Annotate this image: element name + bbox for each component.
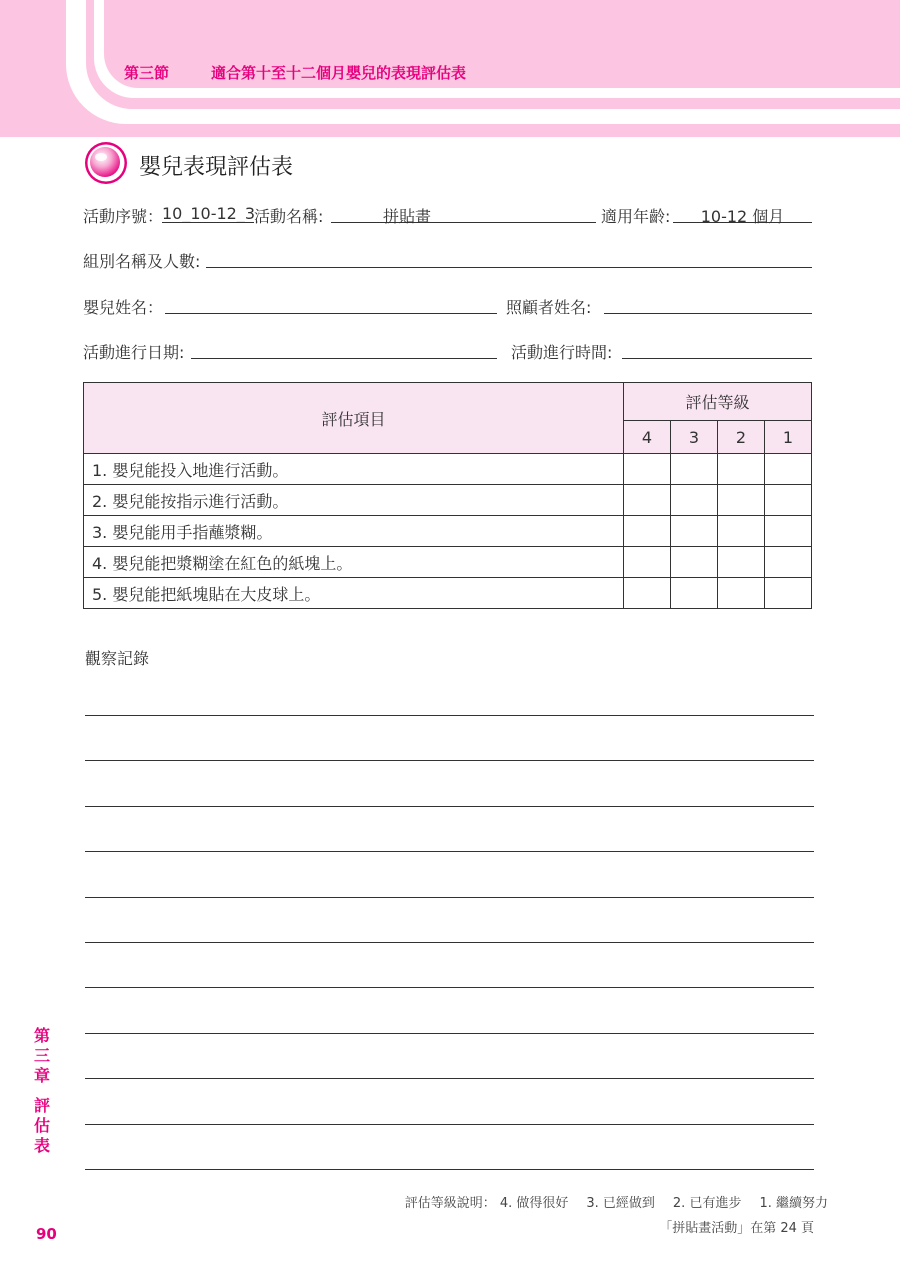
carer-name-label: 照顧者姓名: <box>506 298 592 317</box>
grade-cell[interactable] <box>624 454 671 485</box>
topic-label <box>33 1096 51 1156</box>
date-label: 活動進行日期: <box>83 343 185 362</box>
page-number: 90 <box>36 1225 57 1243</box>
grade-4-header: 4 <box>624 421 671 454</box>
table-row <box>84 578 812 609</box>
legend-item: 1. 繼續努力 <box>759 1196 828 1211</box>
activity-name-field[interactable] <box>331 204 596 226</box>
item-cell: 1. 嬰兒能投入地進行活動。 <box>84 454 624 485</box>
observation-line[interactable] <box>85 1078 814 1079</box>
table-row <box>84 547 812 578</box>
grade-cell[interactable] <box>718 454 765 485</box>
form-title: 嬰兒表現評估表 <box>139 155 294 180</box>
grade-header: 評估等級 <box>624 383 812 421</box>
evaluation-table <box>83 382 812 609</box>
age-label: 適用年齡: <box>601 207 671 226</box>
grade-cell[interactable] <box>671 547 718 578</box>
carer-name-field[interactable] <box>604 295 812 314</box>
chapter-text: 第 三 章 <box>33 1026 50 1085</box>
item-cell: 4. 嬰兒能把漿糊塗在紅色的紙塊上。 <box>84 547 624 578</box>
activity-reference: 「拼貼畫活動」在第 24 頁 <box>659 1221 814 1236</box>
activity-no-field[interactable]: 10_10-12_3 <box>162 204 256 223</box>
group-field[interactable] <box>206 249 812 268</box>
group-label: 組別名稱及人數: <box>83 252 201 271</box>
grade-3-header: 3 <box>671 421 718 454</box>
observation-line[interactable] <box>85 987 814 988</box>
grade-cell[interactable] <box>765 485 812 516</box>
item-cell: 3. 嬰兒能用手指蘸漿糊。 <box>84 516 624 547</box>
grade-cell[interactable] <box>671 578 718 609</box>
grade-cell[interactable] <box>765 516 812 547</box>
observation-line[interactable] <box>85 715 814 716</box>
legend-item: 4. 做得很好 <box>499 1196 569 1211</box>
grade-cell[interactable] <box>765 578 812 609</box>
baby-name-field[interactable] <box>165 295 497 314</box>
activity-name-label: 活動名稱: <box>254 207 324 226</box>
legend-item: 3. 已經做到 <box>586 1196 655 1211</box>
grade-cell[interactable] <box>765 454 812 485</box>
grade-cell[interactable] <box>718 485 765 516</box>
observation-line[interactable] <box>85 1169 814 1170</box>
legend-item: 2. 已有進步 <box>672 1196 742 1211</box>
grade-2-header: 2 <box>718 421 765 454</box>
observation-line[interactable] <box>85 942 814 943</box>
item-cell: 2. 嬰兒能按指示進行活動。 <box>84 485 624 516</box>
grade-legend <box>405 1192 828 1211</box>
grade-cell[interactable] <box>624 485 671 516</box>
grade-cell[interactable] <box>624 578 671 609</box>
grade-cell[interactable] <box>624 516 671 547</box>
grade-cell[interactable] <box>765 547 812 578</box>
observation-line[interactable] <box>85 851 814 852</box>
time-label: 活動進行時間: <box>511 343 613 362</box>
table-row <box>84 454 812 485</box>
chapter-label <box>33 1026 51 1086</box>
grade-1-header: 1 <box>765 421 812 454</box>
item-cell: 5. 嬰兒能把紙塊貼在大皮球上。 <box>84 578 624 609</box>
table-row <box>84 485 812 516</box>
observation-line[interactable] <box>85 897 814 898</box>
grade-cell[interactable] <box>671 454 718 485</box>
observation-label: 觀察記錄 <box>85 649 150 668</box>
grade-cell[interactable] <box>718 547 765 578</box>
date-field[interactable] <box>191 340 497 359</box>
observation-line[interactable] <box>85 1033 814 1034</box>
pink-bubble-icon <box>84 141 128 185</box>
legend-label: 評估等級說明： <box>404 1196 496 1211</box>
grade-cell[interactable] <box>718 578 765 609</box>
grade-cell[interactable] <box>671 485 718 516</box>
observation-line[interactable] <box>85 806 814 807</box>
observation-line[interactable] <box>85 760 814 761</box>
section-title: 適合第十至十二個月嬰兒的表現評估表 <box>211 64 467 82</box>
section-label: 第三節 <box>124 64 170 82</box>
table-row <box>84 516 812 547</box>
activity-no-label: 活動序號： <box>83 207 164 226</box>
activity-name-value: 拼貼畫 <box>383 207 432 226</box>
baby-name-label: 嬰兒姓名： <box>83 298 164 317</box>
grade-cell[interactable] <box>671 516 718 547</box>
grade-cell[interactable] <box>624 547 671 578</box>
age-field[interactable]: 10-12 個月 <box>673 204 812 223</box>
topic-text: 評 估 表 <box>33 1096 50 1155</box>
observation-line[interactable] <box>85 1124 814 1125</box>
item-header: 評估項目 <box>84 383 624 454</box>
grade-cell[interactable] <box>718 516 765 547</box>
time-field[interactable] <box>622 340 812 359</box>
